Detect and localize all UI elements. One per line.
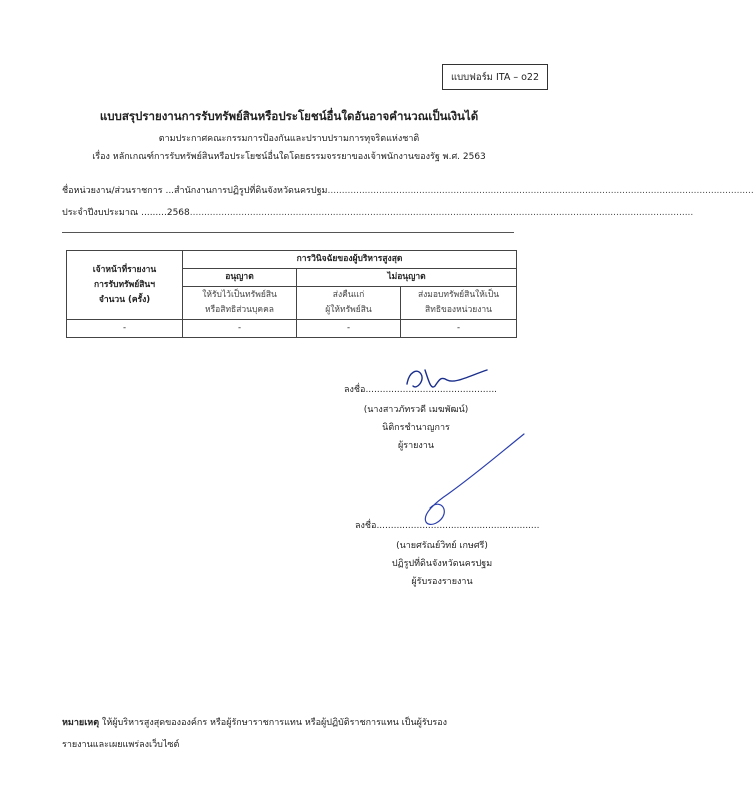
subtitle-subject: เรื่อง หลักเกณฑ์การรับทรัพย์สินหรือประโยชน์อื่นใดโดยธรรมจรรยาของเจ้าพนักงานของรัฐ พ.ศ. 2563 [92,152,486,162]
document-title: แบบสรุปรายงานการรับทรัพย์สินหรือประโยชน์อื่นใดอันอาจคำนวณเป็นเงินได้ [99,109,479,123]
return-to-giver-subheader: ส่งคืนแก่ ผู้ให้ทรัพย์สิน [297,287,401,320]
approve-subheader: ให้รับไว้เป็นทรัพย์สิน หรือสิทธิส่วนบุคคล [183,287,297,320]
signer-2-sign-label: ลงชื่อ [355,521,377,531]
table-cell: - [297,320,401,338]
fiscal-label: ประจำปีงบประมาณ ......... [62,208,167,218]
signer-1-position: นิติกรชำนาญการ [382,423,450,433]
note-label: หมายเหตุ [62,718,100,728]
signature-2-image [408,430,528,530]
table-cell: - [183,320,297,338]
reporter-count-header: เจ้าหน้าที่รายงาน การรับทรัพย์สินฯ จำนวน (ครั้ง) [67,251,183,320]
signer-2-name: (นายศรัณย์วิทย์ เกษศรี) [396,541,488,551]
reject-header: ไม่อนุญาต [297,269,517,287]
table-row [67,320,517,338]
fiscal-year-line: ประจำปีงบประมาณ .........2568................................................................................................................................................................................ [62,208,694,218]
divider-line [62,232,514,233]
form-number-box: แบบฟอร์ม ITA – o22 [442,64,548,90]
signer-2-role: ผู้รับรองรายงาน [411,577,473,587]
agency-line: ชื่อหน่วยงาน/ส่วนราชการ ...สำนักงานการปฏิรูปที่ดินจังหวัดนครปฐม..................................................................................................................................................... [62,186,754,196]
table-cell: - [401,320,517,338]
signer-1-line: ลงชื่อ.............................................. [344,385,498,395]
report-table [66,250,517,338]
table-cell: - [67,320,183,338]
decision-header: การวินิจฉัยของผู้บริหารสูงสุด [183,251,517,269]
signer-1-name: (นางสาวภัทรวดี เมฆพัฒน์) [363,405,469,415]
signer-1-sign-label: ลงชื่อ [344,385,366,395]
subtitle-announcement: ตามประกาศคณะกรรมการป้องกันและปราบปรามการทุจริตแห่งชาติ [158,134,420,144]
note-text-1: ให้ผู้บริหารสูงสุดขององค์กร หรือผู้รักษาราชการแทน หรือผู้ปฏิบัติราชการแทน เป็นผู้รับรอง [101,718,448,728]
signer-2-line: ลงชื่อ......................................................... [355,521,540,531]
note-line-2: รายงานและเผยแพร่ลงเว็บไซต์ [62,740,180,750]
signer-1-role: ผู้รายงาน [397,441,435,451]
note-line-1 [62,715,447,729]
approve-header: อนุญาต [183,269,297,287]
agency-label: ชื่อหน่วยงาน/ส่วนราชการ ... [62,186,175,196]
signer-2-position: ปฏิรูปที่ดินจังหวัดนครปฐม [391,559,493,569]
agency-value: สำนักงานการปฏิรูปที่ดินจังหวัดนครปฐม [174,186,328,196]
fiscal-value: 2568 [166,208,190,218]
transfer-to-agency-subheader: ส่งมอบทรัพย์สินให้เป็น สิทธิของหน่วยงาน [401,287,517,320]
